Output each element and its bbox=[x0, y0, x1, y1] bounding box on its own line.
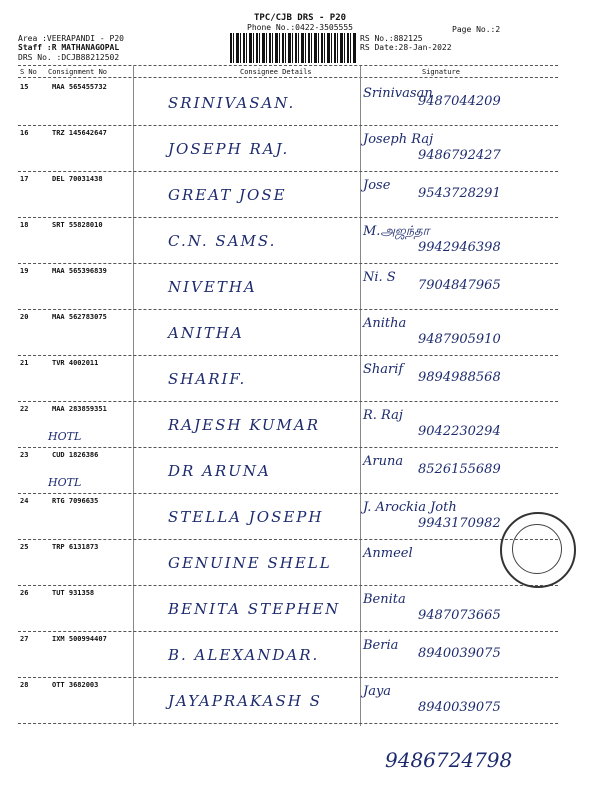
col-header-signature: Signature bbox=[422, 68, 460, 76]
signature: Anitha bbox=[363, 316, 407, 331]
signature: M.அஜந்தா bbox=[363, 224, 430, 239]
signature: Jaya bbox=[363, 684, 392, 699]
handwritten-note: HOTL bbox=[48, 430, 82, 443]
receiver-phone: 9487073665 bbox=[418, 608, 501, 623]
consignment-number: TRZ 145642647 bbox=[52, 129, 107, 137]
consignee-name: SRINIVASAN. bbox=[168, 94, 296, 112]
row-serial-number: 16 bbox=[20, 129, 29, 137]
receiver-phone: 8526155689 bbox=[418, 462, 501, 477]
phone-number: Phone No.:0422-3505555 bbox=[247, 23, 353, 32]
row-serial-number: 21 bbox=[20, 359, 29, 367]
signature: Aruna bbox=[363, 454, 404, 469]
receiver-phone: 8940039075 bbox=[418, 700, 501, 715]
consignment-number: MAA 565396839 bbox=[52, 267, 107, 275]
table-row bbox=[18, 310, 558, 356]
row-serial-number: 20 bbox=[20, 313, 29, 321]
row-serial-number: 28 bbox=[20, 681, 29, 689]
row-serial-number: 17 bbox=[20, 175, 29, 183]
consignment-number: OTT 3682003 bbox=[52, 681, 99, 689]
consignment-number: DEL 70031438 bbox=[52, 175, 103, 183]
consignee-name: ANITHA bbox=[168, 324, 244, 342]
handwritten-note: HOTL bbox=[48, 476, 82, 489]
col-header-consignee: Consignee Details bbox=[240, 68, 312, 76]
signature: Ni. S bbox=[363, 270, 396, 285]
consignment-number: RTG 7096635 bbox=[52, 497, 99, 505]
consignee-name: STELLA JOSEPH bbox=[168, 508, 324, 526]
receiver-phone: 9543728291 bbox=[418, 186, 501, 201]
company-stamp bbox=[500, 512, 576, 588]
consignee-name: JAYAPRAKASH S bbox=[168, 692, 322, 710]
row-serial-number: 27 bbox=[20, 635, 29, 643]
consignment-number: IXM 500994407 bbox=[52, 635, 107, 643]
consignment-number: MAA 283859351 bbox=[52, 405, 107, 413]
receiver-phone: 9486792427 bbox=[418, 148, 501, 163]
row-serial-number: 26 bbox=[20, 589, 29, 597]
row-serial-number: 23 bbox=[20, 451, 29, 459]
consignee-name: JOSEPH RAJ. bbox=[168, 140, 290, 158]
col-header-sno: S No bbox=[20, 68, 37, 76]
header-divider-bottom bbox=[18, 77, 558, 78]
row-serial-number: 24 bbox=[20, 497, 29, 505]
consignee-name: BENITA STEPHEN bbox=[168, 600, 341, 618]
signature: R. Raj bbox=[363, 408, 403, 423]
consignee-name: RAJESH KUMAR bbox=[168, 416, 321, 434]
signature: Jose bbox=[363, 178, 391, 193]
signature: Joseph Raj bbox=[363, 132, 434, 147]
consignee-name: C.N. SAMS. bbox=[168, 232, 277, 250]
signature: Anmeel bbox=[363, 546, 413, 561]
staff-label: Staff :R MATHANAGOPAL bbox=[18, 43, 120, 52]
row-serial-number: 25 bbox=[20, 543, 29, 551]
table-row bbox=[18, 494, 558, 540]
signature: Beria bbox=[363, 638, 399, 653]
table-row bbox=[18, 264, 558, 310]
consignment-number: TRP 6131873 bbox=[52, 543, 99, 551]
table-row bbox=[18, 678, 558, 724]
table-row bbox=[18, 586, 558, 632]
signature: Sharif bbox=[363, 362, 404, 377]
header-divider-top bbox=[18, 65, 558, 66]
receiver-phone: 9487044209 bbox=[418, 94, 501, 109]
row-serial-number: 22 bbox=[20, 405, 29, 413]
table-row bbox=[18, 632, 558, 678]
receiver-phone: 9943170982 bbox=[418, 516, 501, 531]
consignee-name: NIVETHA bbox=[168, 278, 257, 296]
receiver-phone: 7904847965 bbox=[418, 278, 501, 293]
consignment-number: CUD 1826386 bbox=[52, 451, 99, 459]
receiver-phone: 9042230294 bbox=[418, 424, 501, 439]
consignment-number: SRT 55828010 bbox=[52, 221, 103, 229]
footer-handwritten-phone: 9486724798 bbox=[385, 748, 513, 772]
rs-number: RS No.:882125 bbox=[360, 34, 423, 43]
table-row bbox=[18, 356, 558, 402]
consignment-number: MAA 565455732 bbox=[52, 83, 107, 91]
table-row bbox=[18, 448, 558, 494]
consignee-name: B. ALEXANDAR. bbox=[168, 646, 320, 664]
receiver-phone: 9942946398 bbox=[418, 240, 501, 255]
consignment-number: TVR 4002011 bbox=[52, 359, 99, 367]
drs-title: TPC/CJB DRS - P20 bbox=[253, 13, 347, 23]
receiver-phone: 8940039075 bbox=[418, 646, 501, 661]
barcode bbox=[230, 33, 356, 63]
col-header-consignment: Consignment No bbox=[48, 68, 108, 76]
table-row bbox=[18, 218, 558, 264]
table-row bbox=[18, 540, 558, 586]
consignee-name: GENUINE SHELL bbox=[168, 554, 332, 572]
consignee-name: SHARIF. bbox=[168, 370, 247, 388]
table-row bbox=[18, 80, 558, 126]
row-serial-number: 19 bbox=[20, 267, 29, 275]
receiver-phone: 9487905910 bbox=[418, 332, 501, 347]
consignment-number: MAA 562783075 bbox=[52, 313, 107, 321]
signature: Srinivasan bbox=[363, 86, 433, 101]
row-serial-number: 18 bbox=[20, 221, 29, 229]
table-row bbox=[18, 126, 558, 172]
area-label: Area :VEERAPANDI - P20 bbox=[18, 34, 124, 43]
rs-date: RS Date:28-Jan-2022 bbox=[360, 43, 452, 52]
signature: J. Arockia Joth bbox=[363, 500, 457, 515]
consignee-name: DR ARUNA bbox=[168, 462, 271, 480]
row-divider bbox=[18, 723, 558, 724]
consignment-number: TUT 931358 bbox=[52, 589, 95, 597]
consignee-name: GREAT JOSE bbox=[168, 186, 287, 204]
signature: Benita bbox=[363, 592, 406, 607]
row-serial-number: 15 bbox=[20, 83, 29, 91]
table-row bbox=[18, 402, 558, 448]
receiver-phone: 9894988568 bbox=[418, 370, 501, 385]
page-number: Page No.:2 bbox=[452, 25, 501, 34]
drs-number: DRS No. :DCJB88212502 bbox=[18, 53, 120, 62]
table-row bbox=[18, 172, 558, 218]
